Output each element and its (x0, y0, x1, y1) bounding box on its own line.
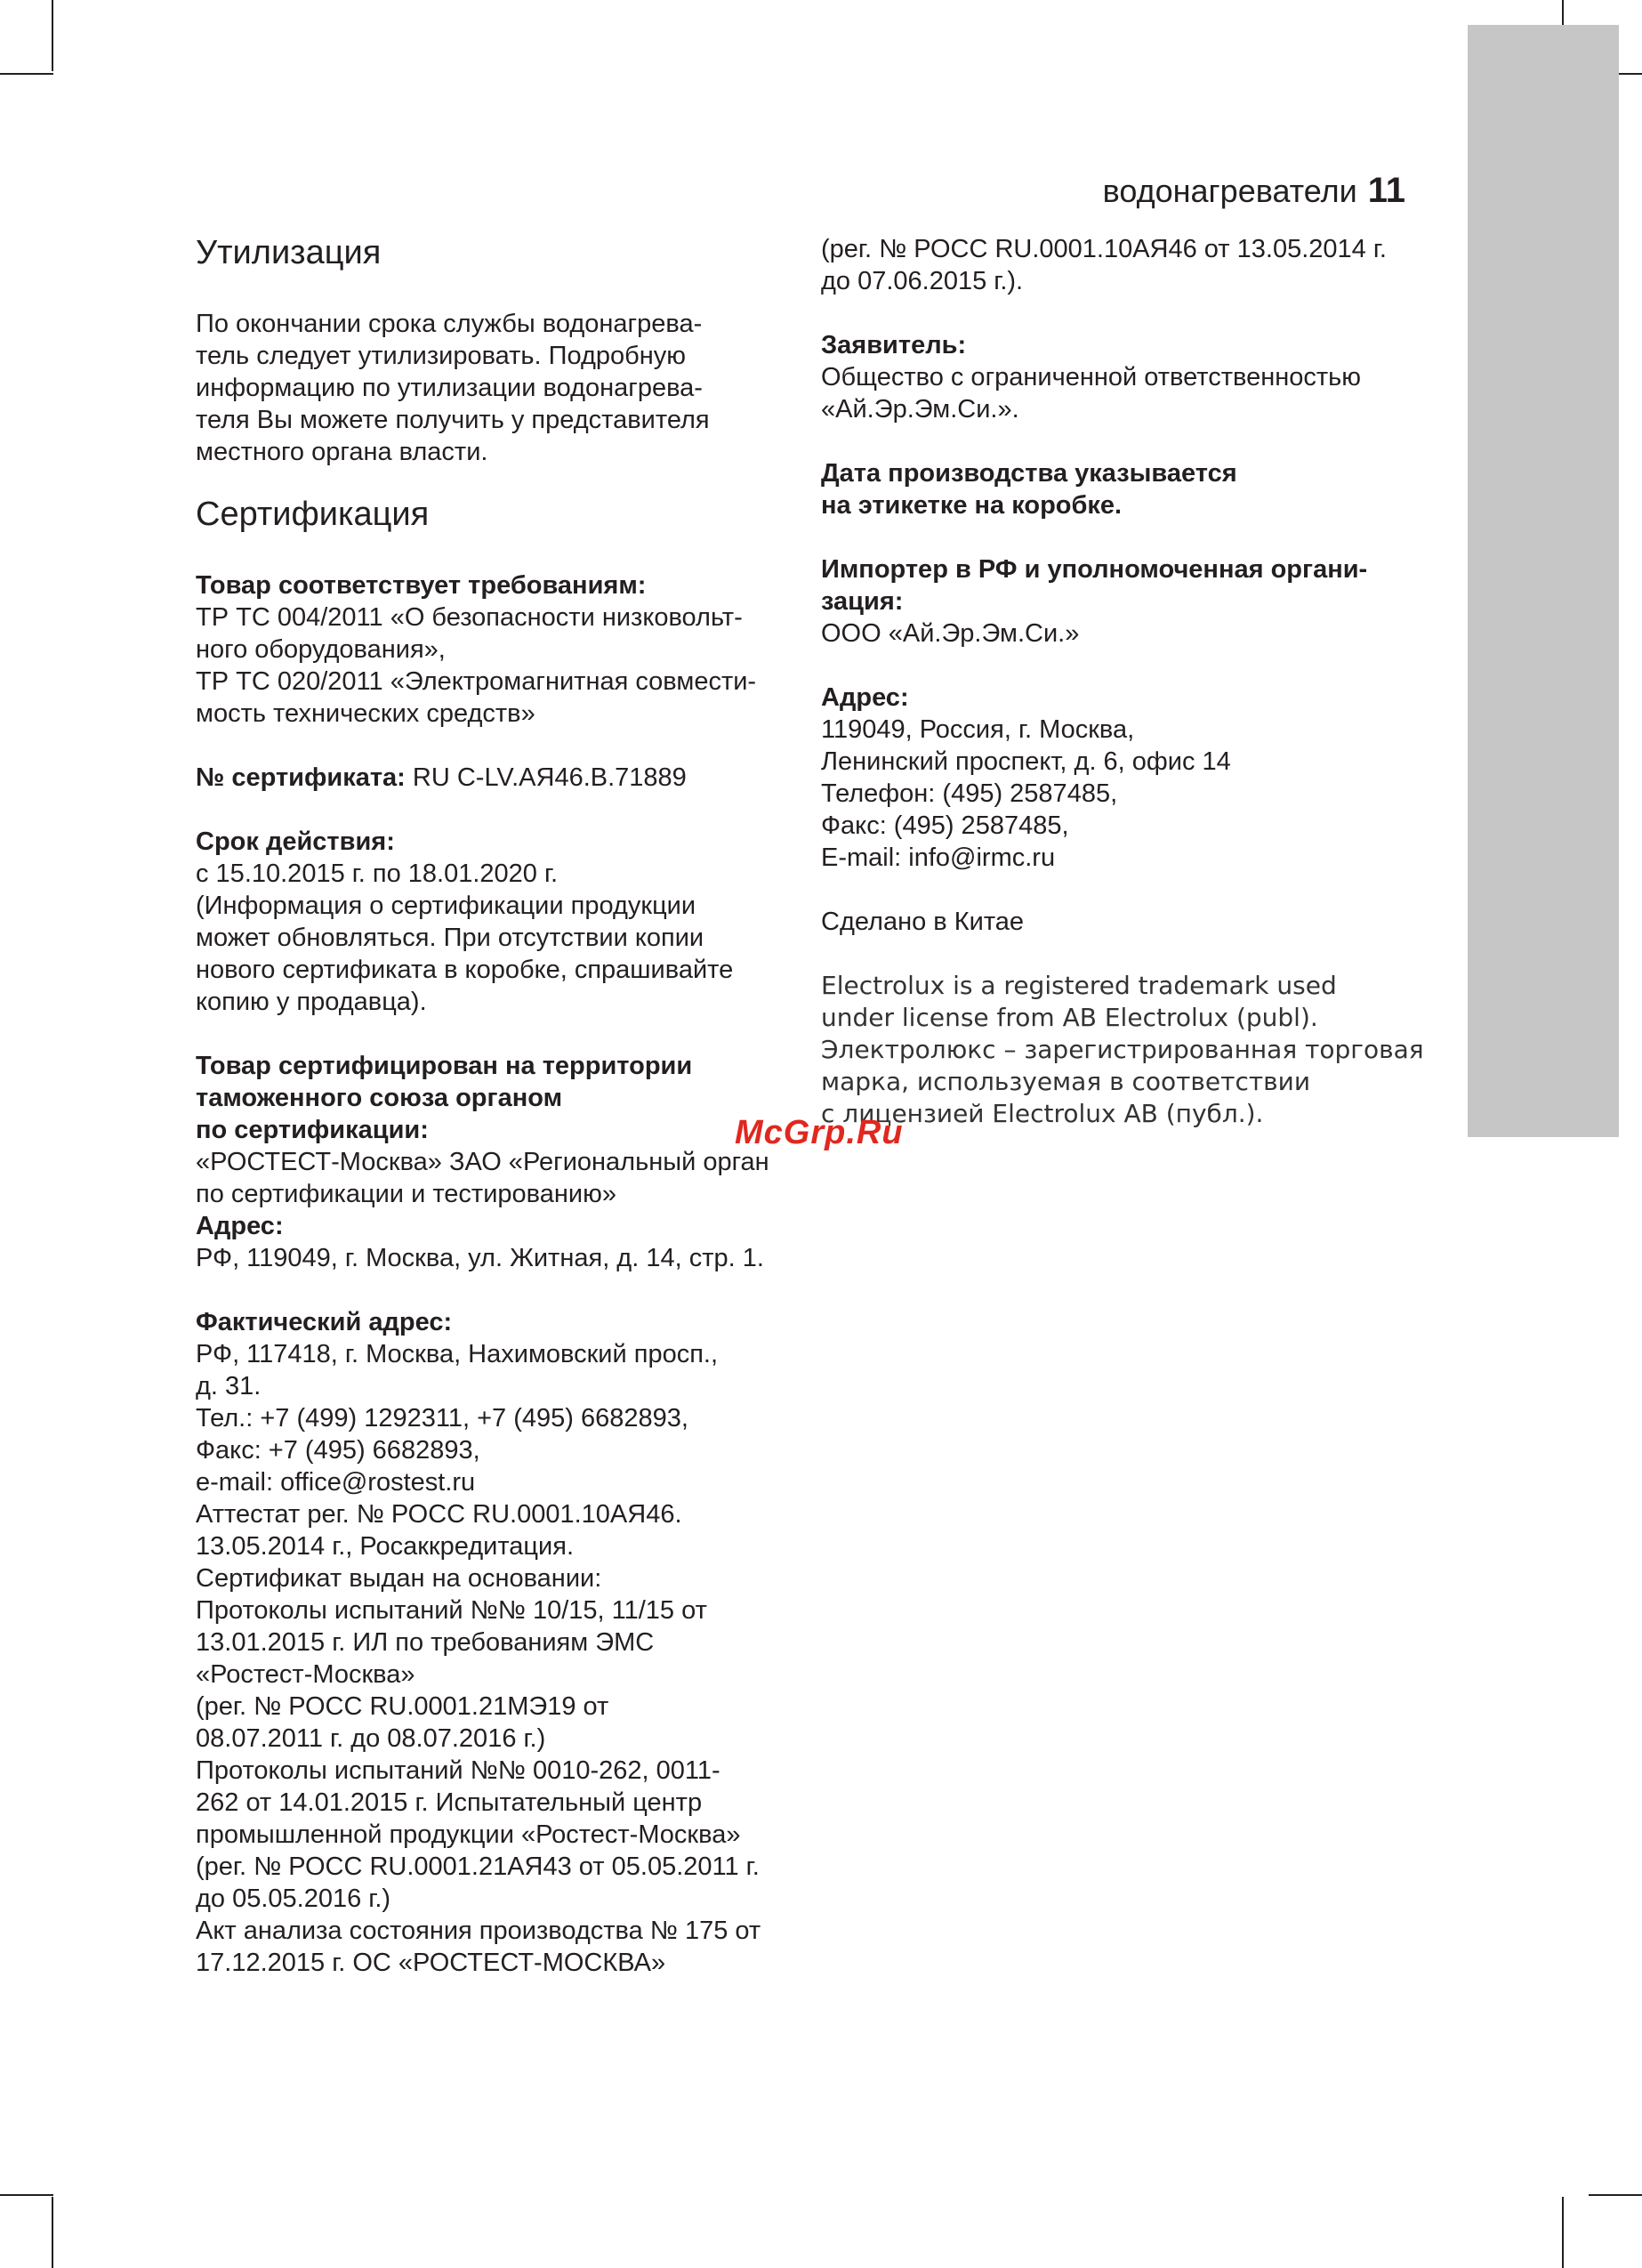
header-title: водонагреватели (1102, 173, 1357, 209)
text-line: (рег. № РОСС RU.0001.21АЯ43 от 05.05.2011 г. (196, 1852, 760, 1881)
text-line: промышленной продукции «Ростест-Москва» (196, 1820, 741, 1849)
text-line: Сертификат выдан на основании: (196, 1564, 602, 1593)
text-line: Телефон: (495) 2587485, (821, 779, 1118, 808)
certification-heading: Сертификация (196, 496, 430, 533)
text-line: может обновляться. При отсутствии копии (196, 924, 704, 952)
side-tab (1468, 25, 1619, 1137)
text-line: информацию по утилизации водонагрева- (196, 374, 703, 402)
text-line: «Ай.Эр.Эм.Си.». (821, 395, 1019, 424)
text-line: 13.01.2015 г. ИЛ по требованиям ЭМС (196, 1628, 655, 1657)
certified-label: Товар сертифицирован на территории (196, 1052, 693, 1080)
cert-number-value: RU C-LV.АЯ46.В.71889 (405, 763, 687, 792)
text-line: Ленинский проспект, д. 6, офис 14 (821, 747, 1231, 776)
text-line: местного органа власти. (196, 438, 488, 466)
text-line: 262 от 14.01.2015 г. Испытательный центр (196, 1788, 703, 1817)
crop-mark (0, 2194, 53, 2196)
right-column (821, 233, 1435, 1130)
text-line: (рег. № РОСС RU.0001.10АЯ46 от 13.05.2014 г. (821, 235, 1387, 263)
page-number: 11 (1367, 171, 1405, 210)
text-line: ООО «Ай.Эр.Эм.Си.» (821, 619, 1080, 648)
crop-mark (1589, 2194, 1642, 2196)
actual-address-text (196, 1338, 801, 1979)
left-column (196, 233, 801, 1979)
text-line: (рег. № РОСС RU.0001.21МЭ19 от (196, 1692, 609, 1721)
certificate-number (196, 762, 801, 794)
applicant-label: Заявитель: (821, 331, 967, 359)
text-line: Тел.: +7 (499) 1292311, +7 (495) 6682893, (196, 1404, 688, 1433)
crop-mark (52, 0, 53, 71)
page-header (1103, 171, 1405, 211)
text-line: 17.12.2015 г. ОС «РОСТЕСТ-МОСКВА» (196, 1949, 666, 1977)
text-line: «Ростест-Москва» (196, 1660, 415, 1689)
text-line: E-mail: info@irmc.ru (821, 843, 1056, 872)
validity-label: Срок действия: (196, 827, 395, 856)
crop-mark (52, 2197, 53, 2268)
text-line: Протоколы испытаний №№ 0010-262, 0011- (196, 1756, 720, 1785)
text-line: РФ, 119049, г. Москва, ул. Житная, д. 14, стр. 1. (196, 1244, 764, 1272)
crop-mark (0, 73, 53, 75)
text-line: Электролюкс – зарегистрированная торговая (821, 1035, 1424, 1064)
text-line: Факс: (495) 2587485, (821, 811, 1069, 840)
certified-label: по сертификации: (196, 1116, 429, 1144)
text-line: д. 31. (196, 1372, 262, 1400)
text-line: Протоколы испытаний №№ 10/15, 11/15 от (196, 1596, 707, 1625)
text-line: копию у продавца). (196, 988, 427, 1016)
utilization-heading: Утилизация (196, 234, 382, 271)
text-line: (Информация о сертификации продукции (196, 892, 696, 920)
text-line: 119049, Россия, г. Москва, (821, 715, 1135, 744)
text-line: с 15.10.2015 г. по 18.01.2020 г. (196, 860, 559, 888)
text-line: 13.05.2014 г., Росаккредитация. (196, 1532, 575, 1561)
text-line: теля Вы можете получить у представителя (196, 406, 710, 434)
text-line: Общество с ограниченной ответственностью (821, 363, 1362, 391)
text-line: e-mail: office@rostest.ru (196, 1468, 476, 1497)
text-line: По окончании срока службы водонагрева- (196, 310, 703, 338)
importer-label: Импортер в РФ и уполномоченная органи- (821, 555, 1368, 584)
text-line: ТР ТС 020/2011 «Электромагнитная совмести- (196, 667, 757, 696)
cert-number-label: № сертификата: (196, 763, 406, 792)
production-date-label: на этикетке на коробке. (821, 491, 1123, 520)
text-line: Факс: +7 (495) 6682893, (196, 1436, 480, 1465)
text-line: Electrolux is a registered trademark used (821, 971, 1337, 1000)
production-date-label: Дата производства указывается (821, 459, 1237, 488)
text-line: ного оборудования», (196, 635, 446, 664)
text-line: с лицензией Electrolux AB (публ.). (821, 1099, 1264, 1128)
text-line: under license from AB Electrolux (publ). (821, 1003, 1318, 1032)
certified-label: таможенного союза органом (196, 1084, 563, 1112)
text-line: по сертификации и тестированию» (196, 1180, 616, 1208)
text-line: мость технических средств» (196, 699, 535, 728)
actual-address-label: Фактический адрес: (196, 1308, 453, 1336)
text-line: «РОСТЕСТ-Москва» ЗАО «Региональный орган (196, 1148, 769, 1176)
utilization-text (196, 308, 801, 468)
address-label: Адрес: (196, 1212, 284, 1240)
text-line: до 05.05.2016 г.) (196, 1885, 391, 1913)
text-line: 08.07.2011 г. до 08.07.2016 г.) (196, 1724, 546, 1753)
text-line: нового сертификата в коробке, спрашивайте (196, 956, 734, 984)
text-line: Аттестат рег. № РОСС RU.0001.10АЯ46. (196, 1500, 682, 1529)
text-line: РФ, 117418, г. Москва, Нахимовский просп., (196, 1340, 719, 1368)
importer-label: зация: (821, 587, 904, 616)
requirements-label: Товар соответствует требованиям: (196, 571, 647, 600)
made-in: Сделано в Китае (821, 908, 1025, 936)
text-line: до 07.06.2015 г.). (821, 267, 1024, 295)
trademark-notice (821, 970, 1435, 1130)
watermark: McGrp.Ru (735, 1114, 904, 1151)
text-line: тель следует утилизировать. Подробную (196, 342, 687, 370)
text-line: Акт анализа состояния производства № 175 от (196, 1917, 761, 1945)
text-line: ТР ТС 004/2011 «О безопасности низковольт- (196, 603, 743, 632)
text-line: марка, используемая в соответствии (821, 1067, 1311, 1096)
crop-mark (1562, 2197, 1564, 2268)
address-label: Адрес: (821, 683, 909, 712)
